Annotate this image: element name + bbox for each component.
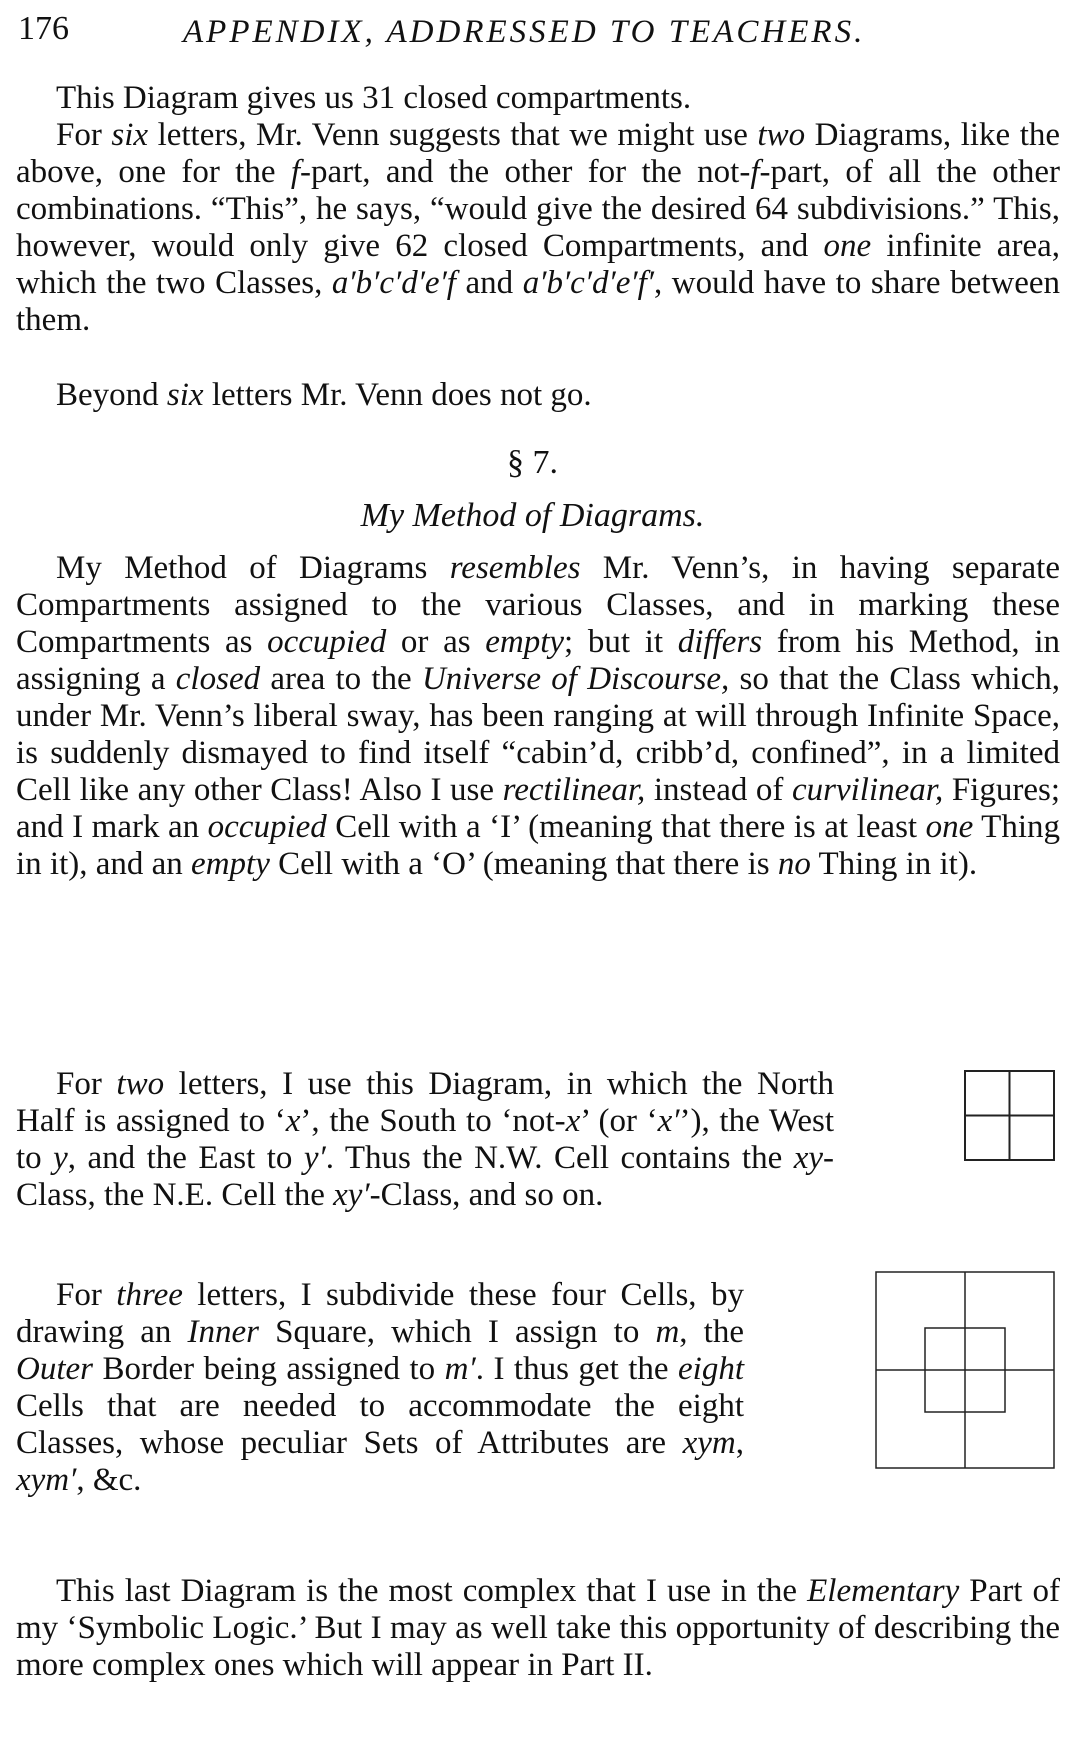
paragraph-method: My Method of Diagrams resembles Mr. Venn’s, in having separate Compartments assigned to the various Classes, and in marking these Compartments as occupied or as empty; but it differs from his Method, in assigning a closed area to the Universe of Discourse, so that the Class which, under Mr. Venn’s liberal sway, has been ranging at will through Infinite Space, is suddenly dismayed to find itself “cabin’d, cribb’d, confined”, in a limited Cell like any other Class! Also I use rectilinear, instead of curvilinear, Figures; and I mark an occupied Cell with a ‘I’ (meaning that there is at least one Thing in it), and an empty Cell with a ‘O’ (meaning that there is no Thing in it). xyxy=(16,550,1061,882)
running-title: APPENDIX, ADDRESSED TO TEACHERS. xyxy=(183,14,866,50)
paragraph-complex-diagrams: This last Diagram is the most complex that I use in the Elementary Part of my ‘Symbolic Logic.’ But I may as well take this opportunity of describing the more complex ones which will appear in Part II. xyxy=(16,1573,1060,1683)
paragraph-six-letters: For six letters, Mr. Venn suggests that we might use two Diagrams, like the above, one for the f-part, and the other for the not-f-part, of all the other combinations. “This”, he says, “would give the desired 64 subdivisions.” This, however, would only give 62 closed Compartments, and one infinite area, which the two Classes, a′b′c′d′e′f and a′b′c′d′e′f′, would have to share between them. xyxy=(16,117,1061,338)
paragraph-three-letters: For three letters, I subdivide these four Cells, by drawing an Inner Square, which I assign to m, the Outer Border being assigned to m′. I thus get the eight Cells that are needed to accommodate the eight Classes, whose peculiar Sets of Attributes are xym, xym′, &c. xyxy=(16,1277,1060,1499)
page-header xyxy=(18,8,1058,58)
section-number: § 7. xyxy=(507,444,558,481)
paragraph-two-letters: For two letters, I use this Diagram, in which the North Half is assigned to ‘x’, the South to ‘not-x’ (or ‘x′’), the West to y, and the East to y′. Thus the N.W. Cell contains the xy-Class, the N.E. Cell the xy′-Class, and so on. xyxy=(16,1066,1060,1214)
section-title: My Method of Diagrams. xyxy=(360,497,705,534)
paragraph-compartments-count: This Diagram gives us 31 closed compartments. xyxy=(56,80,692,116)
page-number: 176 xyxy=(18,10,69,47)
paragraph-beyond-six: Beyond six letters Mr. Venn does not go. xyxy=(56,377,592,413)
three-letter-diagram xyxy=(874,1270,1056,1470)
two-letter-diagram xyxy=(963,1069,1056,1162)
